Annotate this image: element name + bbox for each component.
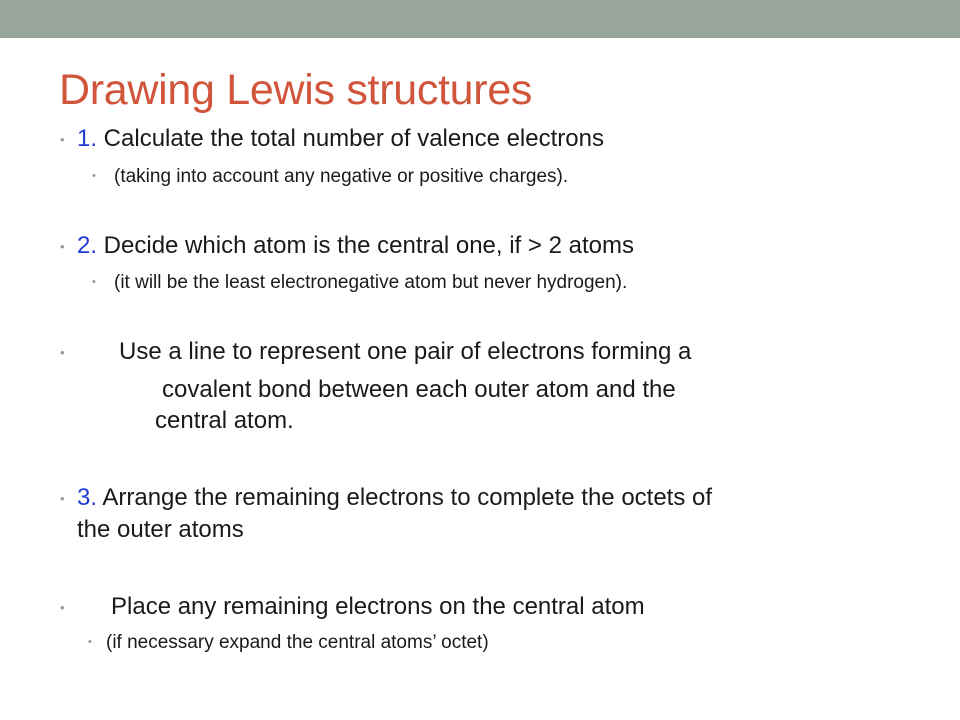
- bullet-icon: •: [60, 239, 65, 254]
- bullet-icon: •: [60, 132, 65, 147]
- step-1-text: [77, 127, 604, 151]
- remaining-electrons-text: Place any remaining electrons on the central atom: [111, 593, 645, 620]
- bond-instruction-line-1: Use a line to represent one pair of electrons forming a: [119, 338, 692, 365]
- expand-octet-note: (if necessary expand the central atoms’ octet): [106, 632, 489, 653]
- bullet-icon: •: [60, 491, 65, 506]
- step-text: Calculate the total number of valence electrons: [97, 125, 604, 152]
- step-2-note: (it will be the least electronegative atom but never hydrogen).: [114, 272, 628, 293]
- step-text: Arrange the remaining electrons to complete the octets of: [97, 484, 713, 511]
- step-number: 1.: [77, 125, 98, 152]
- sub-bullet-icon: •: [92, 170, 96, 182]
- step-2-text: [77, 234, 634, 258]
- step-number: 2.: [77, 232, 98, 259]
- step-number: 3.: [77, 484, 98, 511]
- slide-header-bar: [0, 0, 960, 38]
- sub-bullet-icon: •: [88, 636, 92, 648]
- step-1-note: (taking into account any negative or positive charges).: [114, 166, 569, 187]
- bullet-icon: •: [60, 345, 65, 360]
- step-3-text-cont: the outer atoms: [77, 516, 244, 543]
- step-3-text: [77, 486, 712, 510]
- bullet-icon: •: [60, 600, 65, 615]
- step-text: Decide which atom is the central one, if > 2 atoms: [97, 232, 634, 259]
- bond-instruction-line-3: central atom.: [155, 407, 294, 434]
- slide-title: Drawing Lewis structures: [59, 66, 533, 114]
- bond-instruction-line-2: covalent bond between each outer atom and the: [162, 376, 676, 403]
- sub-bullet-icon: •: [92, 276, 96, 288]
